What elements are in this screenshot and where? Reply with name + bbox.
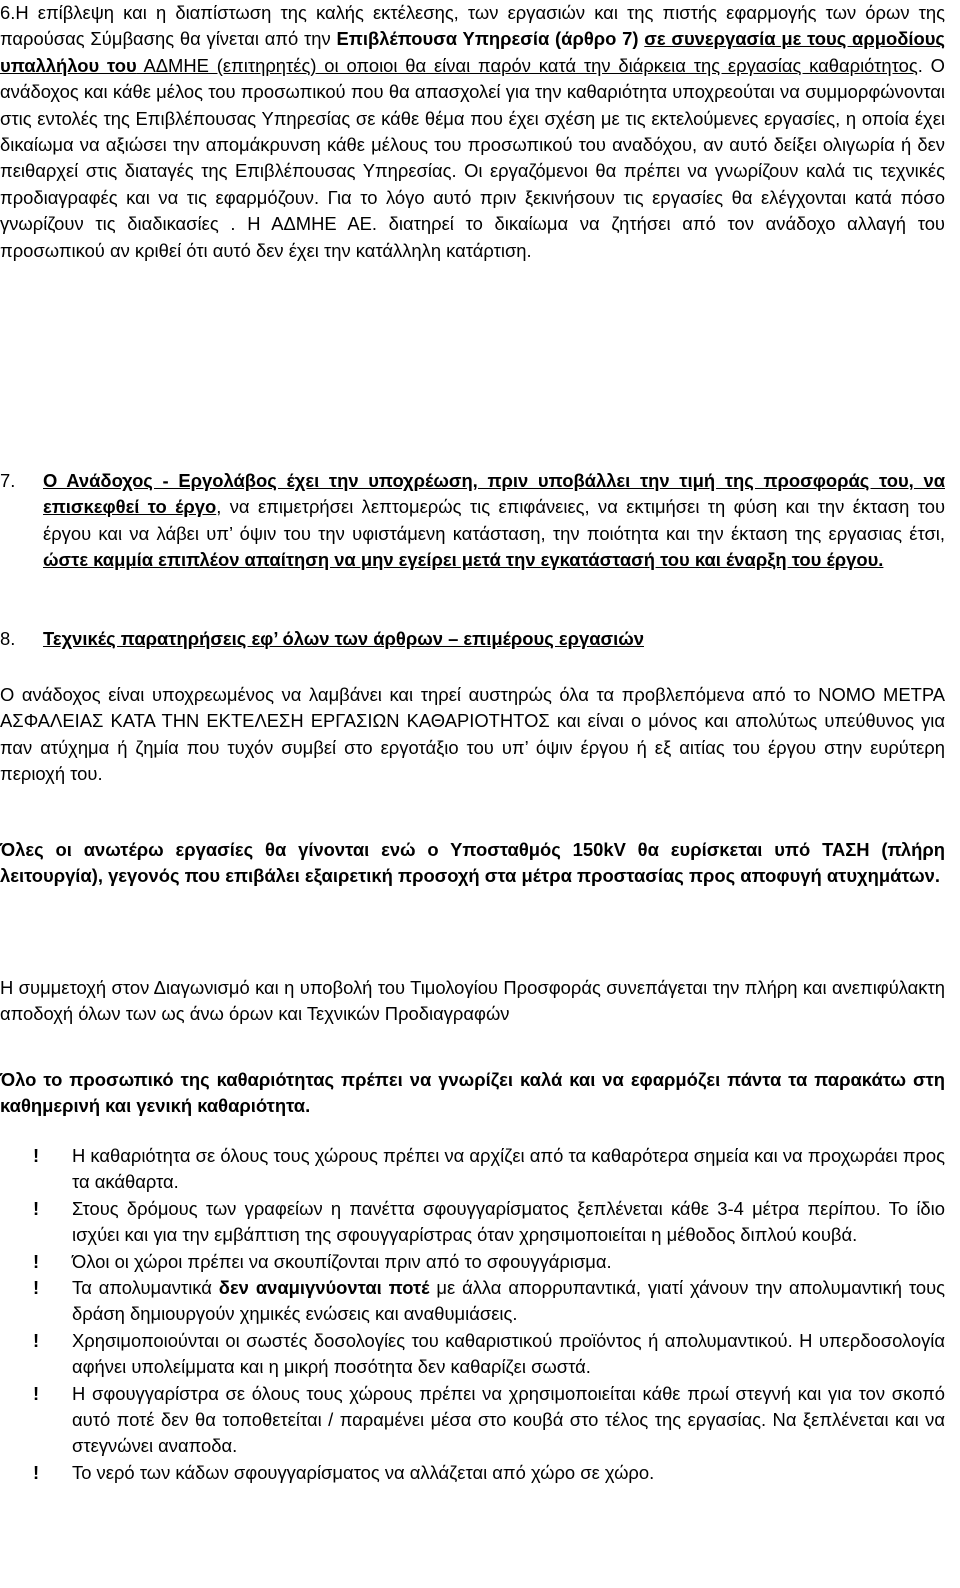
exclamation-bullet-icon: ! <box>32 1197 40 1219</box>
cleaning-rules-list <box>0 1143 945 1486</box>
section-7-text-b: , να επιμετρήσει λεπτομερώς τις επιφάνειες, να εκτιμήσει τη φύση και την έκταση του έργου και να λάβει υπ’ όψιν του την υφιστάμενη κατάσταση, την ποιότητα και την έκταση της εργασιας έτσι, <box>43 496 946 544</box>
exclamation-bullet-icon: ! <box>32 1145 40 1166</box>
section-6-inspectors-phrase: ΑΔΜΗΕ (επιτηρητές) οι οποιοι θα είναι παρόν κατά την διάρκεια της εργασίας καθαριότητος <box>136 54 918 76</box>
section-6-supervising-service: Επιβλέπουσα Υπηρεσία (άρθρο 7) <box>336 28 645 50</box>
exclamation-bullet-icon: ! <box>32 1461 40 1483</box>
list-item: ! Η καθαριότητα σε όλους τους χώρους πρέπει να αρχίζει από τα καθαρότερα σημεία και να προχωράει προς τα ακάθαρτα. <box>0 1143 945 1196</box>
section-6-text-a: 6.Η επίβλεψη και η διαπίστωση της καλής εκτέλεσης, των εργασιών και της πιστής εφαρμογής των όρων της παρούσας Σύμβασης θα γίνεται από την <box>0 2 945 50</box>
section-7-no-claims: ώστε καμμία επιπλέον απαίτηση να μην εγείρει μετά την εγκατάστασή του και έναρξη του έργου. <box>43 549 884 571</box>
exclamation-bullet-icon: ! <box>32 1250 40 1272</box>
exclamation-bullet-icon: ! <box>32 1329 40 1351</box>
list-item: ! Η σφουγγαρίστρα σε όλους τους χώρους πρέπει να χρησιμοποιείται κάθε πρωί στεγνή και για τον σκοπό αυτό ποτέ δεν θα τοποθετείται / παραμένει μέσα στο κουβά στο τέλος της εργασίας. Να ξεπλένεται και να στεγνώνει αναποδα. <box>0 1381 945 1460</box>
staff-instructions-paragraph: Όλο το προσωπικό της καθαριότητας πρέπει να γνωρίζει καλά και να εφαρμόζει πάντα τα παρακάτω στη καθημερινή και γενική καθαριότητα. <box>0 1069 945 1117</box>
never-mixed-emphasis: δεν αναμιγνύονται ποτέ <box>218 1277 430 1299</box>
safety-law-paragraph: Ο ανάδοχος είναι υποχρεωμένος να λαμβάνει και τηρεί αυστηρώς όλα τα προβλεπόμενα από το ΝΟΜΟ ΜΕΤΡΑ ΑΣΦΑΛΕΙΑΣ ΚΑΤΑ ΤΗΝ ΕΚΤΕΛΕΣΗ ΕΡΓΑΣΙΩΝ ΚΑΘΑΡΙΟΤΗΤΟΣ και είναι ο μόνος και απολύτως υπεύθυνος για παν ατύχημα ή ζημία που τυχόν συμβεί στο εργοτάξιο του υπ’ όψιν έργου ή εξ αιτίας του έργου στην ευρύτερη περιοχή του. <box>0 684 945 785</box>
section-7-paragraph <box>43 468 945 574</box>
section-7-number: 7. <box>0 470 16 491</box>
list-item: ! Στους δρόμους των γραφείων η πανέττα σφουγγαρίσματος ξεπλένεται κάθε 3-4 μέτρα περίπου. Το ίδιο ισχύει και για την εμβάπτιση της σφουγγαρίστρας όταν χρησιμοποιείται η μέθοδος διπλού κουβά. <box>0 1196 945 1249</box>
exclamation-bullet-icon: ! <box>32 1382 40 1404</box>
list-item: ! Χρησιμοποιούνται οι σωστές δοσολογίες του καθαριστικού προϊόντος ή απολυμαντικού. Η υπερδοσολογία αφήνει υπολείμματα και η μικρή ποσότητα δεν καθαρίζει σωστά. <box>0 1328 945 1381</box>
section-6-text-e: . Ο ανάδοχος και κάθε μέλος του προσωπικού που θα απασχολεί για την καθαριότητα υποχρεούται να συμμορφώνονται στις εντολές της Επιβλέπουσας Υπηρεσίας σε κάθε θέμα που έχει σχέση με τις εκτελούμενες εργασίες, η οποία έχει δικαίωμα να αξιώσει την απομάκρυνση κάθε μέλους του προσωπικού του αναδόχου, αν αυτό δείξει ολιγωρία ή δεν πειθαρχεί στις διαταγές της Επιβλέπουσας Υπηρεσίας. Οι εργαζόμενοι θα πρέπει να γνωρίζουν καλά τις τεχνικές προδιαγραφές και να τις εφαρμόζουν. Για το λόγο αυτό πριν ξεκινήσουν τις εργασίες θα ελέγχονται κατά πόσο γνωρίζουν τις διαδικασίες . Η ΑΔΜΗΕ ΑΕ. διατηρεί το δικαίωμα να ζητήσει από τον ανάδοχο αλλαγή του προσωπικού αν κριθεί ότι αυτό δεν έχει την κατάλληλη κατάρτιση. <box>0 54 945 261</box>
substation-warning-paragraph: Όλες οι ανωτέρω εργασίες θα γίνονται ενώ ο Υποσταθμός 150kV θα ευρίσκεται υπό ΤΑΣΗ (πλήρη λειτουργία), γεγονός που επιβάλει εξαιρετική προσοχή στα μέτρα προστασίας προς αποφυγή ατυχημάτων. <box>0 839 945 887</box>
section-8-number: 8. <box>0 628 16 649</box>
participation-paragraph: Η συμμετοχή στον Διαγωνισμό και η υποβολή του Τιμολογίου Προσφοράς συνεπάγεται την πλήρη και ανεπιφύλακτη αποδοχή όλων των ως άνω όρων και Τεχνικών Προδιαγραφών <box>0 977 945 1025</box>
section-6-cooperation-phrase: σε συνεργασία με τους αρμοδίους υπαλλήλου του <box>0 28 945 76</box>
section-6-paragraph <box>0 0 945 264</box>
section-7-obligation: Ο Ανάδοχος - Εργολάβος έχει την υποχρέωση, πριν υποβάλλει την τιμή της προσφοράς του, να επισκεφθεί το έργο <box>43 470 945 518</box>
exclamation-bullet-icon: ! <box>32 1277 40 1299</box>
list-item: ! Τα απολυμαντικά δεν αναμιγνύονται ποτέ με άλλα απορρυπαντικά, γιατί χάνουν την απολυμαντική τους δράση δημιουργούν χημικές ενώσεις και αναθυμιάσεις. <box>0 1275 945 1328</box>
list-item: ! Το νερό των κάδων σφουγγαρίσματος να αλλάζεται από χώρο σε χώρο. <box>0 1460 945 1486</box>
list-item: ! Όλοι οι χώροι πρέπει να σκουπίζονται πριν από το σφουγγάρισμα. <box>0 1249 945 1275</box>
section-8-heading: Τεχνικές παρατηρήσεις εφ’ όλων των άρθρων – επιμέρους εργασιών <box>43 628 644 649</box>
